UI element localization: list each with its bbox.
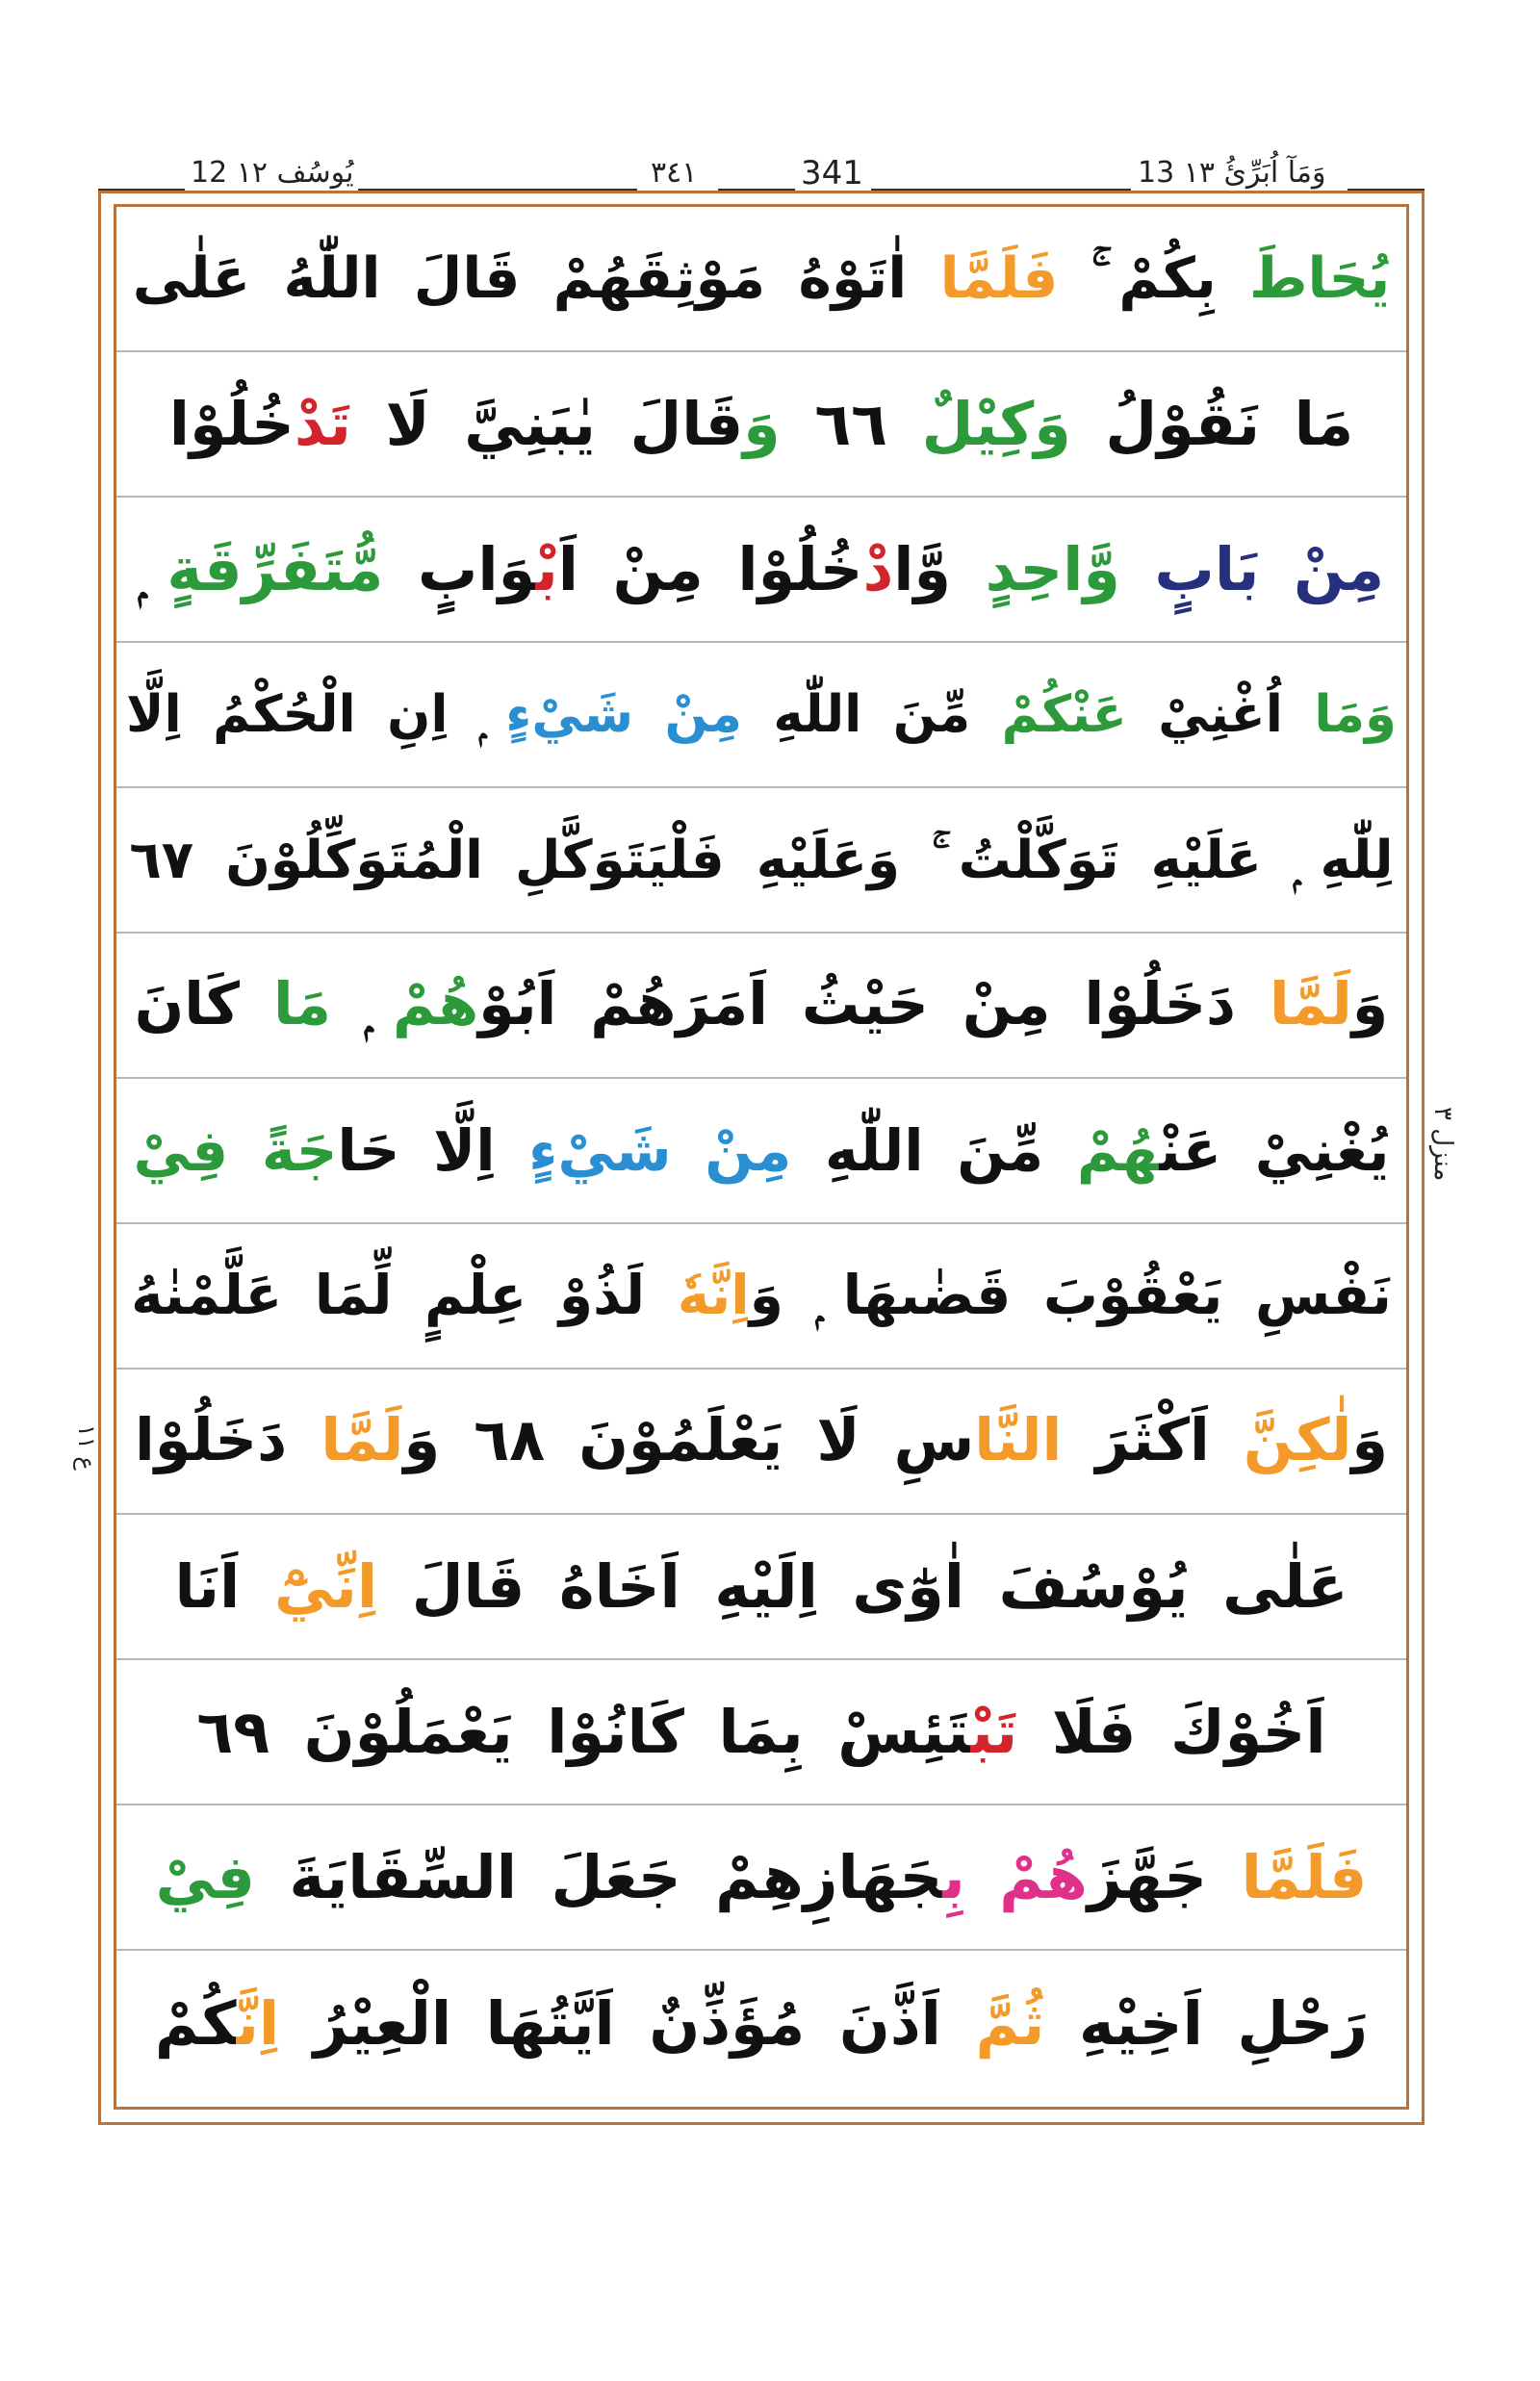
page-header xyxy=(0,0,1540,192)
text-segment: فَلَمَّا xyxy=(1241,1842,1368,1912)
text-segment: اِنَّ xyxy=(236,1988,280,2059)
text-line xyxy=(116,1660,1406,1805)
text-segment: وَّا xyxy=(893,534,986,604)
text-segment: وَ xyxy=(743,389,781,459)
text-segment: ٦٦ xyxy=(780,389,922,459)
text-segment: مُّتَفَرِّقَةٍ xyxy=(167,534,384,604)
text-segment: تَئِسْ بِمَا كَانُوْا يَعْمَلُوْنَ ٦٩ xyxy=(196,1697,971,1767)
text-segment: اِنِّيْٓ xyxy=(273,1551,378,1622)
arabic-line-text xyxy=(135,933,1389,1078)
text-line xyxy=(116,352,1406,498)
text-segment: وَ xyxy=(1351,1407,1389,1474)
text-segment: نَفْسِ يَعْقُوْبَ قَضٰىهَا ۭ وَ xyxy=(749,1264,1392,1327)
arabic-line-text xyxy=(139,497,1384,642)
text-segment: جَهَازِهِمْ جَعَلَ السِّقَايَةَ xyxy=(254,1842,943,1912)
text-segment: قَالَ يٰبَنِيَّ لَا xyxy=(350,389,744,459)
text-segment: خُلُوْا مِنْ اَ xyxy=(557,534,863,604)
text-segment: مَا xyxy=(272,971,331,1038)
text-segment: مِّنَ اللّٰهِ xyxy=(741,685,1002,744)
text-segment: وَ xyxy=(1351,971,1389,1038)
text-segment: يُغْنِيْ عَنْ xyxy=(1159,1117,1390,1184)
text-segment: مِّنَ اللّٰهِ xyxy=(791,1117,1077,1184)
arabic-line-text xyxy=(156,1805,1368,1950)
text-segment: مِنْ بَابٍ xyxy=(1154,534,1385,604)
text-segment: اٰتَوْهُ مَوْثِقَهُمْ قَالَ اللّٰهُ عَلٰى xyxy=(132,245,940,311)
text-segment: مَا نَقُوْلُ xyxy=(1070,389,1354,459)
text-segment: وَّاحِدٍ xyxy=(985,534,1120,604)
text-segment: مِنْ شَيْءٍ xyxy=(528,1117,792,1184)
text-line xyxy=(116,1805,1406,1951)
text-line xyxy=(116,498,1406,643)
text-segment: جَةً xyxy=(261,1117,338,1184)
manzil-marker: منزل ٣ xyxy=(1428,1107,1457,1182)
text-segment: لِلّٰهِ ۭ عَلَيْهِ تَوَكَّلْتُ ۚ وَعَلَيْهِ فَلْيَتَوَكَّلِ الْمُتَوَكِّلُوْنَ ٦٧ xyxy=(129,829,1394,890)
text-segment: تَدْ xyxy=(294,389,351,459)
text-segment: وَمَا xyxy=(1314,685,1397,744)
text-segment: سِ لَا يَعْلَمُوْنَ ٦٨ وَ xyxy=(403,1407,975,1474)
text-segment: لَمَّا xyxy=(321,1407,404,1474)
arabic-line-text xyxy=(126,642,1397,787)
arabic-line-text xyxy=(169,351,1354,497)
ruku-marker: ع ١١ xyxy=(73,1424,100,1471)
arabic-line-text xyxy=(129,787,1393,933)
text-segment: ۭ xyxy=(138,534,167,604)
text-segment: ۭ xyxy=(330,971,394,1038)
text-segment: جَهَّزَ xyxy=(1087,1842,1242,1912)
page-number-arabic: ٣٤١ xyxy=(651,156,698,190)
text-segment: اِلَّا حَا xyxy=(337,1117,529,1184)
arabic-line-text xyxy=(196,1659,1325,1805)
text-segment: اِنَّهٗ xyxy=(677,1264,750,1327)
arabic-line-text xyxy=(174,1514,1348,1659)
text-line xyxy=(116,788,1406,934)
arabic-line-text xyxy=(155,1951,1368,2096)
text-segment: دَخَلُوْا مِنْ حَيْثُ اَمَرَهُمْ اَبُوْ xyxy=(478,971,1270,1038)
text-segment: اَخُوْكَ فَلَا xyxy=(1017,1697,1326,1767)
text-line xyxy=(116,1515,1406,1660)
text-segment: لٰكِنَّ xyxy=(1243,1407,1352,1474)
arabic-line-text xyxy=(131,1223,1392,1369)
text-segment xyxy=(228,1117,262,1184)
arabic-line-text xyxy=(135,1369,1388,1514)
text-segment: تَبْ xyxy=(970,1697,1018,1767)
text-segment: وَابٍ xyxy=(383,534,536,604)
text-segment: ثُمَّ xyxy=(975,1988,1045,2059)
text-line xyxy=(116,1370,1406,1515)
text-segment: النَّا xyxy=(974,1407,1063,1474)
text-segment: هُمْ xyxy=(393,971,479,1038)
page-number: 341 xyxy=(801,154,863,192)
text-line xyxy=(116,934,1406,1079)
text-line xyxy=(116,207,1406,352)
text-segment xyxy=(1120,534,1155,604)
text-segment: عَنْكُمْ xyxy=(1001,685,1127,744)
text-segment: كَانَ xyxy=(134,971,273,1038)
text-segment: اَذَّنَ مُؤَذِّنٌ اَيَّتُهَا الْعِيْرُ xyxy=(279,1988,976,2059)
text-segment: فَلَمَّا xyxy=(939,245,1059,311)
text-line xyxy=(116,1224,1406,1370)
text-line xyxy=(116,1951,1406,2096)
text-segment: فِيْ xyxy=(155,1842,255,1912)
text-segment: فِيْ xyxy=(133,1117,229,1184)
text-segment: بِكُمْ ۚ xyxy=(1058,245,1250,311)
text-segment: اُغْنِيْ xyxy=(1126,685,1315,744)
text-segment: عَلٰى يُوْسُفَ اٰوٰٓى اِلَيْهِ اَخَاهُ قَالَ xyxy=(377,1551,1348,1622)
text-segment: وَكِيْلٌ xyxy=(921,389,1071,459)
text-segment: ۭ اِنِ الْحُكْمُ اِلَّا xyxy=(126,685,506,744)
text-segment: اَنَا xyxy=(174,1551,274,1622)
text-segment: اَكْثَرَ xyxy=(1062,1407,1244,1474)
arabic-line-text xyxy=(133,206,1391,351)
text-segment: دَخَلُوْا xyxy=(134,1407,321,1474)
text-segment: رَحْلِ اَخِيْهِ xyxy=(1044,1988,1369,2059)
text-line xyxy=(116,643,1406,788)
text-line xyxy=(116,1079,1406,1224)
text-segment: كُمْ xyxy=(154,1988,237,2059)
text-segment: هُمْ بِ xyxy=(942,1842,1088,1912)
quran-text-lines xyxy=(116,207,1406,2107)
text-segment: دْ xyxy=(862,534,894,604)
juz-label: 13 وَمَآ اُبَرِّئُ ١٣ xyxy=(1138,156,1326,190)
text-segment: لَذُوْ عِلْمٍ لِّمَا عَلَّمْنٰهُ xyxy=(131,1264,678,1327)
text-segment: يُحَاطَ xyxy=(1249,245,1391,311)
text-segment: هُمْ xyxy=(1076,1117,1160,1184)
text-segment: مِنْ شَيْءٍ xyxy=(505,685,742,744)
text-segment: خُلُوْا xyxy=(168,389,295,459)
text-segment: بْ xyxy=(535,534,558,604)
text-segment: لَمَّا xyxy=(1270,971,1352,1038)
surah-label: 12 یُوسُف ١٢ xyxy=(191,156,354,190)
arabic-line-text xyxy=(133,1078,1389,1223)
